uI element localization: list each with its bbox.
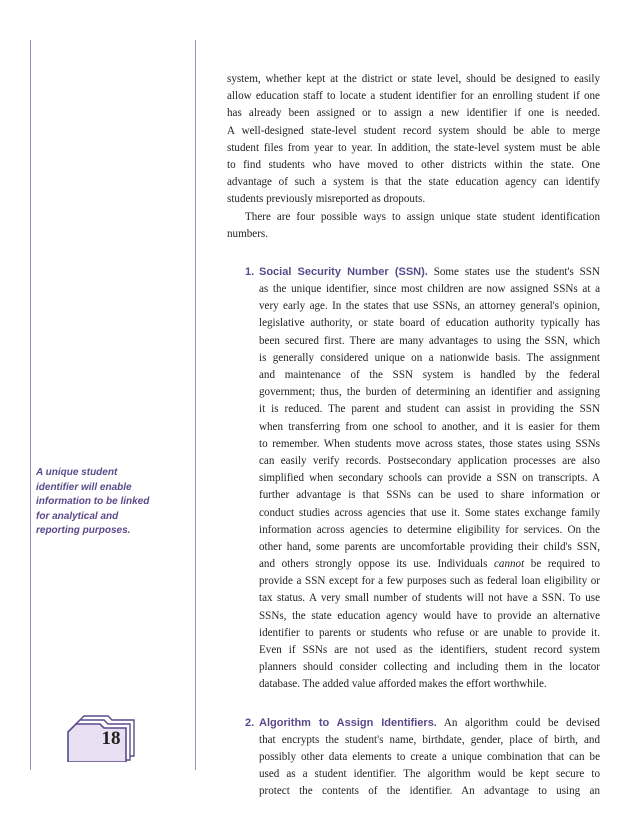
text-line: possibly other data elements to create a unique combination that can be [259,750,600,763]
text-line: to find students who have moved to other districts within the state. One [227,158,600,171]
text-line: can easily verify records. Postsecondary application processes are also [259,454,600,467]
list-number: 2. [245,716,255,729]
text-fragment: be required to [524,558,600,571]
text-line: students previously misreported as dropouts. [227,193,426,206]
paragraph [227,209,600,243]
text-line: further advantage is that SSNs can be used to share information or [259,489,600,502]
main-text [227,71,600,801]
text-line: There are four possible ways to assign unique state student identification [245,210,600,223]
list-item-algorithm [227,715,600,801]
sidebar-callout-line: identifier will enable [36,481,132,493]
text-line: information across agencies to determine eligibility for services. On the [259,523,600,536]
emphasis-cannot: cannot [493,558,525,571]
text-fragment: and others strongly oppose its use. Individuals [259,558,494,571]
list-heading: Algorithm to Assign Identifiers. [259,716,437,729]
text-line: SSNs, the state education agency would have to provide an alternative [259,609,600,622]
text-line: simplified when secondary schools can provide a SSN on transcripts. A [259,472,600,485]
text-line [259,556,600,573]
text-fragment: An algorithm could be devised [436,716,600,729]
text-line: been secured first. There are many advantages to using the SSN, which [259,334,600,347]
paragraph [227,71,600,209]
text-line: and maintenance of the SSN system is handled by the federal [259,369,600,381]
text-fragment: Some states use the student's SSN [427,265,600,278]
text-line: conduct studies across agencies that use it. Some states exchange family [259,506,600,519]
list-number: 1. [245,265,255,278]
text-line: very early age. In the states that use SSNs, an attorney general's opinion, [259,300,600,313]
text-line: system, whether kept at the district or state level, should be designed to easily [227,73,600,85]
left-margin-rule [30,40,31,770]
text-line: provide a SSN except for a few purposes such as federal loan eligibility or [259,575,600,588]
text-line: advantage of such a system is that the state education agency can identify [227,176,600,189]
text-line: that encrypts the student's name, birthdate, gender, place of birth, and [259,733,600,746]
text-line: planners should consider collecting and including them in the locator [259,661,600,674]
sidebar-callout-line: reporting purposes. [36,525,131,536]
column-divider-rule [195,40,196,770]
text-line: used as a student identifier. The algorithm would be kept secure to [259,768,600,781]
sidebar-callout-line: for analytical and [36,510,119,522]
text-line: is generally considered unique on a nationwide basis. The assignment [259,351,600,364]
text-line: identifier to parents or students who refuse or are unable to provide it. [259,626,600,639]
page-number: 18 [101,728,121,749]
text-line [259,715,600,732]
list-item-ssn [227,264,600,694]
text-line: it is reduced. The parent and student can assist in providing the SSN [259,403,600,416]
text-line: other hand, some parents are uncomfortable providing their child's SSN, [259,540,600,553]
text-line: when transferring from one school to another, and it is easier for them [259,420,600,433]
text-line: government; thus, the burden of determining an identifier and assigning [259,386,600,399]
text-line: allow education staff to locate a student identifier for an enrolling student if one [227,90,600,103]
text-line: database. The added value afforded makes the effort worthwhile. [259,678,547,691]
sidebar-callout-line: information to be linked [36,496,150,507]
text-line: numbers. [227,227,268,240]
list-heading: Social Security Number (SSN). [259,265,428,278]
text-line: has already been assigned or to assign a new identifier if one is needed. [227,107,600,120]
text-line: protect the contents of the identifier. An advantage to using an [259,785,600,798]
text-line: A well-designed state-level student record system should be able to merge [227,124,600,137]
text-line: Even if SSNs are not used as the identifiers, student record system [259,644,600,656]
text-line: student files from year to year. In addition, the state-level system must be able [227,141,600,154]
text-line: as the unique identifier, since most children are now assigned SSNs at a [259,283,600,296]
text-line [259,264,600,281]
text-line: to remember. When students move across states, those states using SSNs [259,437,600,450]
text-line: tax status. A very small number of students will not have a SSN. To use [259,592,600,605]
sidebar-callout-line: A unique student [36,467,118,478]
sidebar-callout [36,466,186,539]
text-line: legislative authority, or state board of education authority typically has [259,317,600,330]
